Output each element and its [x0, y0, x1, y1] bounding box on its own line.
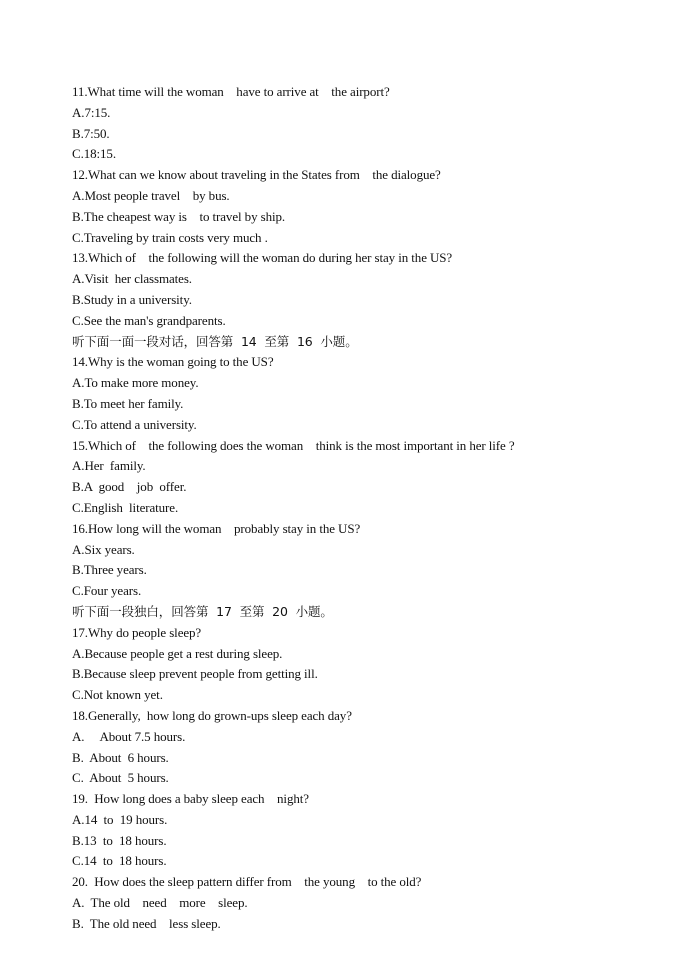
option-16-a: A.Six years.: [72, 541, 135, 557]
option-14-b: B.To meet her family.: [72, 395, 184, 411]
option-16-b: B.Three years.: [72, 562, 147, 578]
question-list: [72, 82, 632, 935]
option-13-a: A.Visit her classmates.: [72, 271, 192, 287]
question-13: 13.Which of the following will the woman do during her stay in the US?: [72, 250, 453, 266]
option-11-a: A.7:15.: [72, 104, 111, 120]
option-13-b: B.Study in a university.: [72, 291, 192, 307]
option-14-c: C.To attend a university.: [72, 416, 197, 432]
option-20-a: A. The old need more sleep.: [72, 895, 248, 911]
question-19: 19. How long does a baby sleep each night?: [72, 791, 309, 807]
option-18-c: C. About 5 hours.: [72, 770, 169, 786]
question-20: 20. How does the sleep pattern differ from the young to the old?: [72, 874, 422, 890]
option-20-b: B. The old need less sleep.: [72, 915, 221, 931]
option-12-b: B.The cheapest way is to travel by ship.: [72, 208, 286, 224]
option-11-c: C.18:15.: [72, 146, 116, 162]
option-19-c: C.14 to 18 hours.: [72, 853, 167, 869]
option-17-b: B.Because sleep prevent people from getting ill.: [72, 666, 318, 682]
option-13-c: C.See the man's grandparents.: [72, 312, 226, 328]
option-17-a: A.Because people get a rest during sleep.: [72, 645, 283, 661]
section-instruction-14-16: 听下面一面一段对话，回答第 14 至第 16 小题。: [72, 333, 358, 349]
question-12: 12.What can we know about traveling in the States from the dialogue?: [72, 167, 441, 183]
option-12-a: A.Most people travel by bus.: [72, 187, 230, 203]
option-14-a: A.To make more money.: [72, 375, 199, 391]
question-15: 15.Which of the following does the woman think is the most important in her life ?: [72, 437, 515, 453]
question-11: 11.What time will the woman have to arrive at the airport?: [72, 84, 390, 99]
option-18-b: B. About 6 hours.: [72, 749, 169, 765]
question-16: 16.How long will the woman probably stay in the US?: [72, 520, 361, 536]
option-15-b: B.A good job offer.: [72, 479, 187, 495]
option-15-a: A.Her family.: [72, 458, 146, 474]
option-15-c: C.English literature.: [72, 499, 179, 515]
option-17-c: C.Not known yet.: [72, 687, 163, 703]
question-14: 14.Why is the woman going to the US?: [72, 354, 274, 370]
option-11-b: B.7:50.: [72, 125, 110, 141]
option-12-c: C.Traveling by train costs very much .: [72, 229, 268, 245]
option-19-b: B.13 to 18 hours.: [72, 832, 167, 848]
option-19-a: A.14 to 19 hours.: [72, 811, 168, 827]
section-instruction-17-20: 听下面一段独白，回答第 17 至第 20 小题。: [72, 603, 333, 619]
question-17: 17.Why do people sleep?: [72, 624, 202, 640]
option-18-a: A. About 7.5 hours.: [72, 728, 186, 744]
question-18: 18.Generally, how long do grown-ups sleep each day?: [72, 707, 352, 723]
option-16-c: C.Four years.: [72, 583, 142, 599]
